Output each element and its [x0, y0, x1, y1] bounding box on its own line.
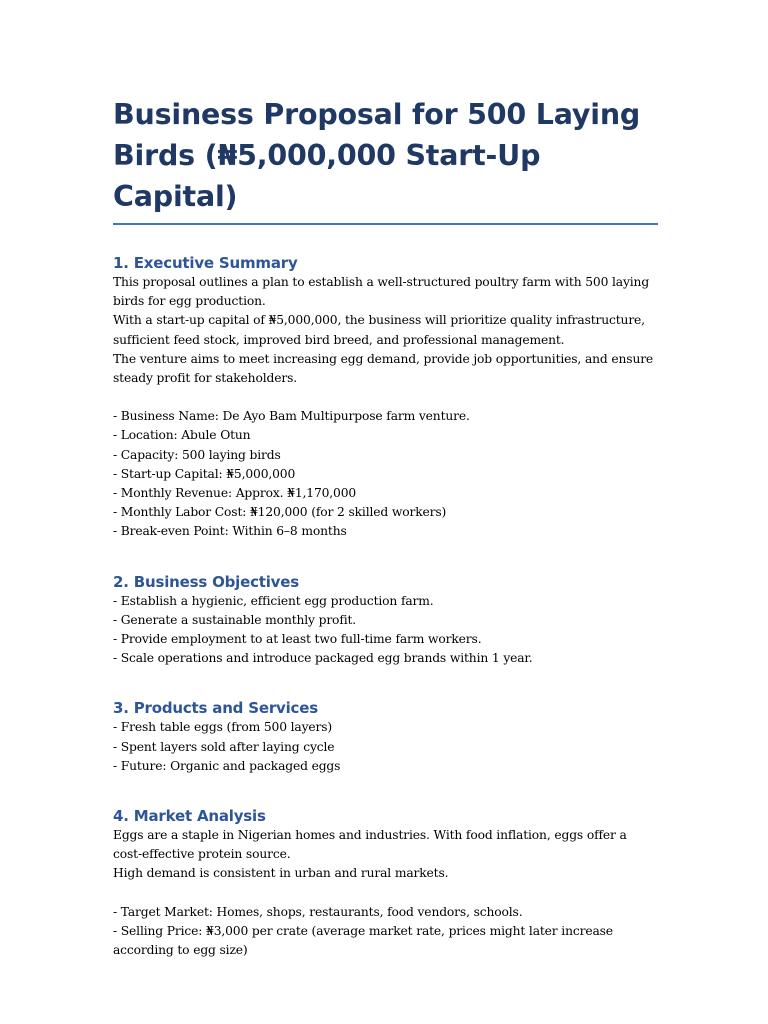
section-market-analysis — [113, 806, 658, 960]
list-item: - Capacity: 500 laying birds — [113, 447, 281, 462]
list-item: - Spent layers sold after laying cycle — [113, 739, 335, 754]
section-products-services — [113, 698, 658, 776]
list-item: - Business Name: De Ayo Bam Multipurpose farm venture. — [113, 409, 470, 424]
section-heading: 1. Executive Summary — [113, 254, 298, 272]
list-item: - Scale operations and introduce packaged egg brands within 1 year. — [113, 651, 533, 666]
market-list — [113, 903, 658, 961]
key-facts-list — [113, 407, 658, 541]
list-item: - Provide employment to at least two full-time farm workers. — [113, 632, 482, 647]
spacer — [113, 388, 658, 407]
list-item: - Start-up Capital: ₦5,000,000 — [113, 466, 296, 481]
products-list — [113, 718, 658, 776]
objectives-list — [113, 592, 658, 669]
section-heading: 2. Business Objectives — [113, 572, 299, 591]
list-item: - Monthly Labor Cost: ₦120,000 (for 2 skilled workers) — [113, 505, 447, 520]
document-title: Business Proposal for 500 Laying Birds (₦5,000,000 Start-Up Capital) — [113, 94, 658, 225]
list-item: - Monthly Revenue: Approx. ₦1,170,000 — [113, 486, 357, 501]
paragraph: High demand is consistent in urban and rural markets. — [113, 866, 449, 881]
list-item: - Future: Organic and packaged eggs — [113, 758, 341, 773]
list-item: - Generate a sustainable monthly profit. — [113, 612, 357, 627]
list-item: - Establish a hygienic, efficient egg production farm. — [113, 593, 434, 608]
section-heading: 4. Market Analysis — [113, 807, 266, 826]
section-executive-summary — [113, 253, 658, 542]
list-item: - Break-even Point: Within 6–8 months — [113, 524, 347, 539]
paragraph: This proposal outlines a plan to establish a well-structured poultry farm with 500 laying birds for egg production. — [113, 275, 650, 309]
section-business-objectives — [113, 572, 658, 669]
list-item: - Fresh table eggs (from 500 layers) — [113, 720, 333, 735]
list-item: - Selling Price: ₦3,000 per crate (average market rate, prices might later increase according to egg size) — [113, 923, 613, 958]
paragraph: Eggs are a staple in Nigerian homes and industries. With food inflation, eggs offer a cost-effective protein source. — [113, 828, 627, 862]
section-heading: 3. Products and Services — [113, 699, 318, 718]
list-item: - Location: Abule Otun — [113, 428, 251, 443]
paragraph: With a start-up capital of ₦5,000,000, the business will prioritize quality infrastructure, sufficient feed stock, improved bird breed, and professional management. — [113, 313, 645, 347]
document-page — [113, 94, 658, 960]
list-item: - Target Market: Homes, shops, restaurants, food vendors, schools. — [113, 904, 523, 919]
spacer — [113, 884, 658, 903]
paragraph: The venture aims to meet increasing egg demand, provide job opportunities, and ensure steady profit for stakeholders. — [113, 351, 654, 386]
